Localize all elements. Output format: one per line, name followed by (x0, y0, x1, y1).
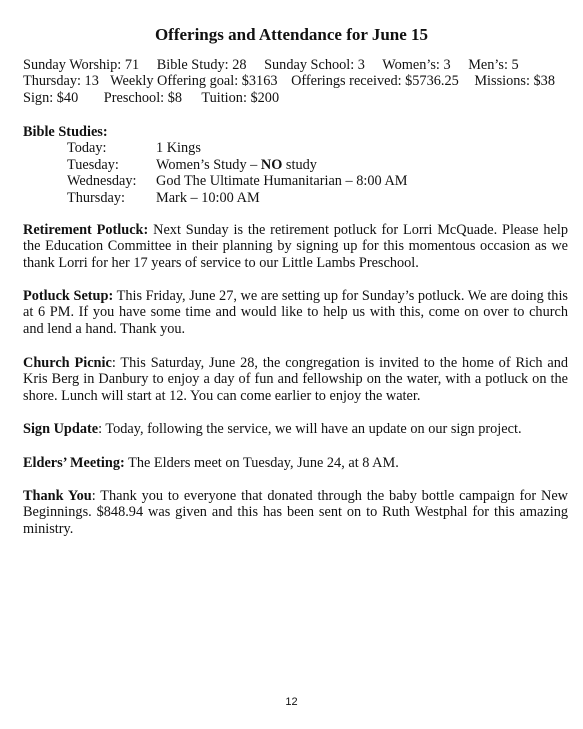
stat-missions: Missions: $38 (474, 73, 555, 90)
announcement-text: : Today, following the service, we will have an update on our sign project. (98, 421, 522, 437)
announcement-elders-meeting (23, 455, 568, 471)
schedule-topic: Mark – 10:00 AM (156, 189, 260, 206)
stats-line-3 (23, 90, 568, 106)
stat-preschool: Preschool: $8 (103, 89, 183, 106)
stat-mens: Men’s: 5 (468, 57, 519, 73)
announcement-text: The Elders meet on Tuesday, June 24, at 8 AM. (124, 455, 399, 471)
stat-thursday: Thursday: 13 (23, 73, 99, 90)
announcement-church-picnic (23, 355, 568, 404)
announcement-label: Sign Update (23, 421, 99, 437)
announcement-potluck-setup (23, 288, 568, 337)
announcement-label: Retirement Potluck: (23, 222, 149, 238)
schedule-topic (156, 157, 407, 173)
page-title: Offerings and Attendance for June 15 (154, 25, 429, 44)
stat-offerings-received: Offerings received: $5736.25 (291, 73, 459, 90)
schedule-topic: 1 Kings (156, 140, 201, 157)
schedule-row (67, 173, 407, 189)
announcement-text: This Friday, June 27, we are setting up for Sunday’s potluck. We are doing this at 6 PM. If you have some time and would like to help us with this, come on over to church and lend a hand. Thank you. (23, 288, 568, 337)
schedule-day: Today: (67, 140, 107, 157)
schedule-day: Wednesday: (67, 173, 137, 190)
stat-tuition: Tuition: $200 (201, 89, 280, 106)
announcement-label: Thank You (23, 488, 92, 504)
page-number: 12 (285, 696, 298, 708)
stat-offering-goal: Weekly Offering goal: $3163 (110, 73, 278, 90)
announcement-thank-you (23, 488, 568, 537)
stats-line-1 (23, 57, 568, 73)
schedule-row (67, 190, 407, 206)
schedule-topic-text: study (282, 156, 317, 173)
schedule-day: Thursday: (67, 189, 125, 206)
stat-sunday-school: Sunday School: 3 (264, 57, 365, 73)
announcement-label: Potluck Setup: (23, 288, 114, 304)
schedule-row (67, 140, 407, 156)
schedule-day: Tuesday: (67, 156, 119, 173)
bible-studies-heading: Bible Studies: (23, 124, 108, 140)
schedule-topic-emphasis: NO (260, 156, 283, 173)
stat-bible-study: Bible Study: 28 (156, 57, 247, 73)
attendance-stats (23, 57, 568, 106)
stat-sign: Sign: $40 (23, 89, 79, 106)
announcement-sign-update (23, 421, 568, 437)
schedule-row (67, 157, 407, 173)
announcement-retirement-potluck (23, 222, 568, 271)
schedule-topic: God The Ultimate Humanitarian – 8:00 AM (156, 173, 408, 190)
announcement-label: Elders’ Meeting: (23, 455, 125, 471)
stats-line-2 (23, 73, 568, 89)
announcement-text: : This Saturday, June 28, the congregation is invited to the home of Rich and Kris Berg in Danbury to enjoy a day of fun and fellowship on the water, with a potluck on the shore. Lunch will start at 12. You can come earlier to enjoy the water. (23, 355, 568, 404)
announcement-text: Next Sunday is the retirement potluck for Lorri McQuade. Please help the Education Committee in their planning by signing up for this momentous occasion as we thank Lorri for her 17 years of service to our Little Lambs Preschool. (23, 222, 568, 271)
stat-womens: Women’s: 3 (382, 57, 451, 73)
bible-studies-section (23, 124, 568, 206)
bible-studies-schedule (67, 140, 407, 206)
schedule-topic-text: Women’s Study – (156, 156, 261, 173)
announcement-text: : Thank you to everyone that donated through the baby bottle campaign for New Beginnings. $848.94 was given and this has been sent on to Ruth Westphal for this amazing ministry. (23, 488, 568, 537)
announcement-label: Church Picnic (23, 355, 112, 371)
stat-sunday-worship: Sunday Worship: 71 (23, 57, 140, 73)
